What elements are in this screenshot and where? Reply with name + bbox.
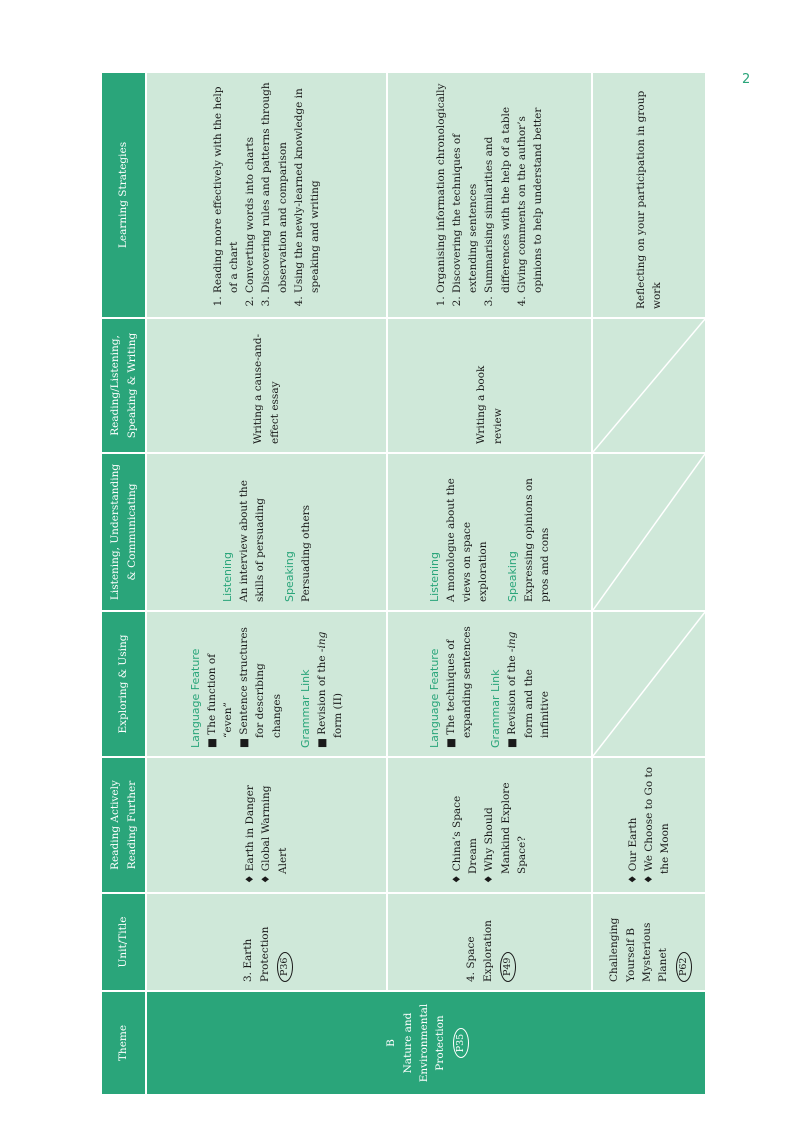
header-rlsw: Reading/Listening, Speaking & Writing: [101, 318, 146, 453]
header-exploring: Exploring & Using: [101, 611, 146, 757]
rotated-table: [100, 73, 703, 1096]
language-feature-label: Language Feature: [188, 648, 202, 748]
theme-cell: [146, 991, 706, 1095]
list-item: ■ Sentence structures for describing changes: [238, 627, 283, 748]
unit-title: 4. Space Exploration: [465, 920, 494, 982]
reading-cell: [592, 757, 706, 893]
list-item: ♦ We Choose to Go to the Moon: [642, 766, 672, 884]
table-row: [592, 72, 706, 1095]
list-item: ♦ Our Earth: [626, 817, 639, 884]
list-item: ♦ Why Should Mankind Explore Space?: [483, 782, 528, 884]
list-item: ♦ Earth in Danger: [244, 785, 257, 884]
unit-title: Challenging Yourself B Mysterious Planet: [608, 917, 670, 982]
theme-page-badge: P35: [453, 1028, 469, 1058]
exploring-cell: [146, 611, 387, 757]
table-row: [387, 72, 592, 1095]
theme-letter: B: [385, 1039, 398, 1047]
page-number: 2: [742, 72, 751, 87]
list-item: ♦ China’s Space Dream: [450, 795, 480, 884]
header-strategies: Learning Strategies: [101, 72, 146, 318]
table-row: [146, 72, 387, 1095]
list-item: ■ Revision of the -ing form (II): [315, 631, 345, 748]
header-row: [101, 72, 146, 1095]
empty-cell: [592, 611, 706, 757]
unit-page-badge: P36: [277, 952, 293, 982]
list-item: 2. Discovering the techniques of extending sentences: [449, 81, 482, 293]
unit-cell: [592, 893, 706, 991]
header-listening: Listening, Understanding & Communicating: [101, 453, 146, 611]
list-item: 3. Summarising similarities and differences with the help of a table: [481, 81, 514, 293]
listening-cell: [387, 453, 592, 611]
speaking-text: Persuading others: [299, 504, 312, 602]
header-theme: Theme: [101, 991, 146, 1095]
grammar-link-label: Grammar Link: [298, 669, 312, 748]
reading-cell: [387, 757, 592, 893]
list-item: ♦ Global Warming Alert: [260, 785, 289, 884]
contents-table-frame: [100, 73, 703, 1096]
list-item: 3. Discovering rules and patterns through observation and comparison: [258, 81, 291, 293]
listening-text: An interview about the skills of persuading: [238, 480, 267, 602]
theme-name: Nature and Environmental Protection: [401, 1003, 447, 1083]
list-item: 1. Reading more effectively with the help of a chart: [210, 81, 243, 293]
speaking-label: Speaking: [505, 551, 519, 602]
speaking-text: Expressing opinions on pros and cons: [522, 478, 551, 602]
unit-page-badge: P62: [676, 952, 692, 982]
unit-cell: [146, 893, 387, 991]
exploring-cell: [387, 611, 592, 757]
grammar-link-label: Grammar Link: [489, 669, 503, 748]
list-item: 4. Using the newly-learned knowledge in speaking and writing: [291, 81, 324, 293]
strategies-cell: [387, 72, 592, 318]
list-item: 1. Organising information chronologically: [433, 81, 449, 293]
strategies-cell: Reflecting on your participation in group work: [592, 72, 706, 318]
reading-cell: [146, 757, 387, 893]
speaking-label: Speaking: [282, 551, 296, 602]
unit-title: 3. Earth Protection: [242, 926, 271, 982]
writing-cell: Writing a book review: [387, 318, 592, 453]
list-item: ■ Revision of the -ing form and the infinitive: [506, 631, 551, 748]
list-item: ■ The techniques of expanding sentences: [444, 626, 474, 748]
unit-cell: [387, 893, 592, 991]
list-item: 4. Giving comments on the author’s opinions to help understand better: [514, 81, 547, 293]
listening-cell: [146, 453, 387, 611]
empty-cell: [592, 453, 706, 611]
list-item: 2. Converting words into charts: [242, 81, 258, 293]
language-feature-label: Language Feature: [427, 648, 441, 748]
contents-table: [100, 71, 707, 1096]
writing-cell: Writing a cause-and-effect essay: [146, 318, 387, 453]
empty-cell: [592, 318, 706, 453]
header-reading: Reading Actively Reading Further: [101, 757, 146, 893]
header-unit: Unit/Title: [101, 893, 146, 991]
listening-label: Listening: [221, 552, 235, 602]
listening-label: Listening: [427, 552, 441, 602]
strategies-cell: [146, 72, 387, 318]
list-item: ■ The function of “even”: [205, 653, 234, 748]
unit-page-badge: P49: [500, 952, 516, 982]
listening-text: A monologue about the views on space exploration: [444, 478, 490, 602]
